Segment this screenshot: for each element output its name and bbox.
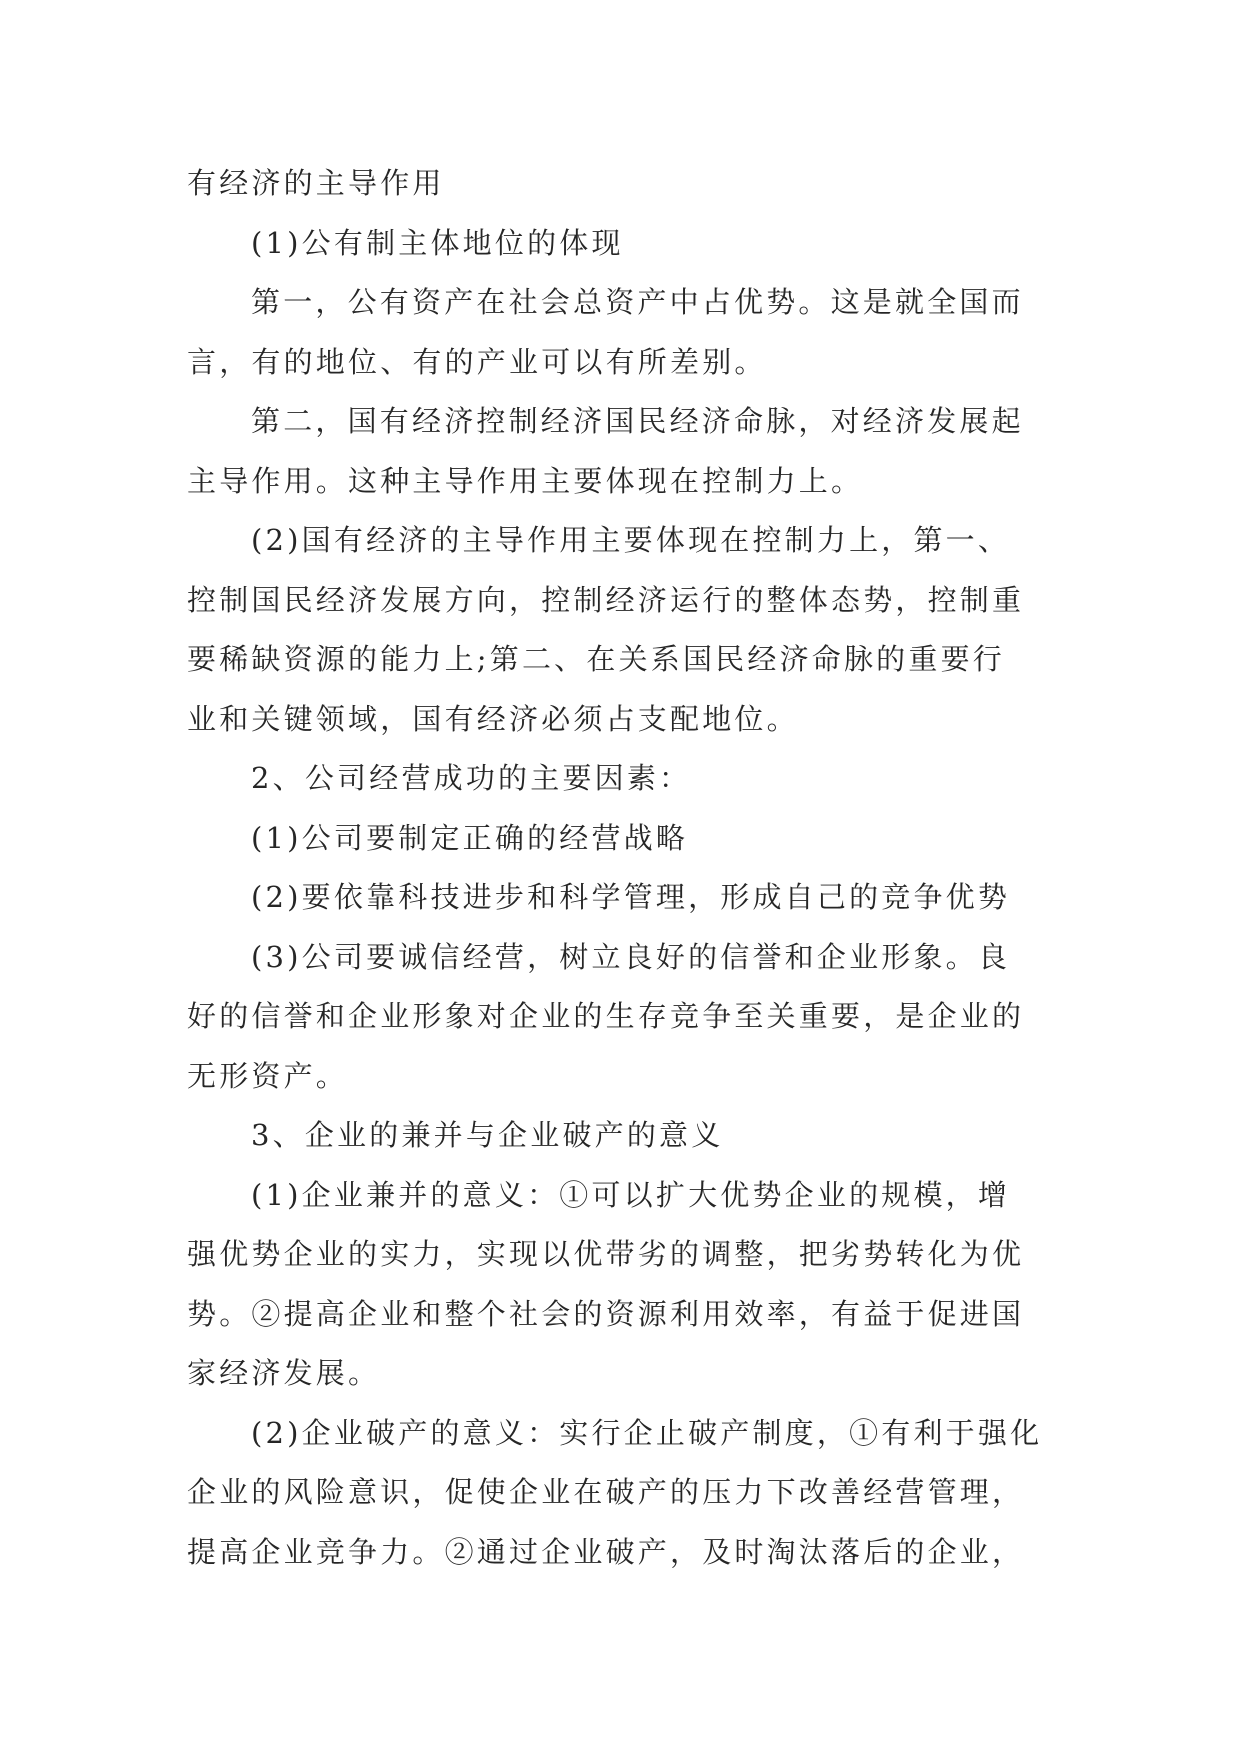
text-line: 要稀缺资源的能力上;第二、在关系国民经济命脉的重要行 [187, 642, 1005, 676]
text-line: (1)企业兼并的意义：①可以扩大优势企业的规模，增 [251, 1177, 1011, 1212]
text-line: (1)公司要制定正确的经营战略 [251, 820, 689, 855]
text-line: 家经济发展。 [187, 1356, 381, 1390]
text-line: 第一，公有资产在社会总资产中占优势。这是就全国而 [251, 285, 1024, 319]
text-line: (2)国有经济的主导作用主要体现在控制力上，第一、 [251, 523, 1011, 557]
text-line: 势。②提高企业和整个社会的资源利用效率，有益于促进国 [187, 1296, 1025, 1331]
text-line: 主导作用。这种主导作用主要体现在控制力上。 [187, 463, 864, 498]
text-line: (1)公有制主体地位的体现 [251, 225, 624, 260]
text-line: 强优势企业的实力，实现以优带劣的调整，把劣势转化为优 [187, 1237, 1025, 1271]
text-line: 无形资产。 [187, 1058, 349, 1093]
text-line: 企业的风险意识，促使企业在破产的压力下改善经营管理， [187, 1475, 1025, 1509]
text-line: 言，有的地位、有的产业可以有所差别。 [187, 344, 767, 379]
text-line: 有经济的主导作用 [187, 166, 445, 200]
text-line: (3)公司要诚信经营，树立良好的信誉和企业形象。良 [251, 939, 1011, 974]
text-line: (2)企业破产的意义：实行企止破产制度，①有利于强化 [251, 1415, 1043, 1450]
text-line: 3、企业的兼并与企业破产的意义 [251, 1118, 724, 1152]
text-line: 业和关键领域，国有经济必须占支配地位。 [187, 701, 799, 736]
document-body [187, 154, 1055, 1582]
text-line: 第二，国有经济控制经济国民经济命脉，对经济发展起 [251, 404, 1024, 438]
text-line: 控制国民经济发展方向，控制经济运行的整体态势，控制重 [187, 582, 1025, 617]
text-line: 2、公司经营成功的主要因素： [251, 761, 692, 795]
text-line: 好的信誉和企业形象对企业的生存竞争至关重要，是企业的 [187, 999, 1025, 1033]
text-line: 提高企业竞争力。②通过企业破产，及时淘汰落后的企业， [187, 1534, 1025, 1569]
text-line: (2)要依靠科技进步和科学管理，形成自己的竞争优势 [251, 880, 1011, 914]
